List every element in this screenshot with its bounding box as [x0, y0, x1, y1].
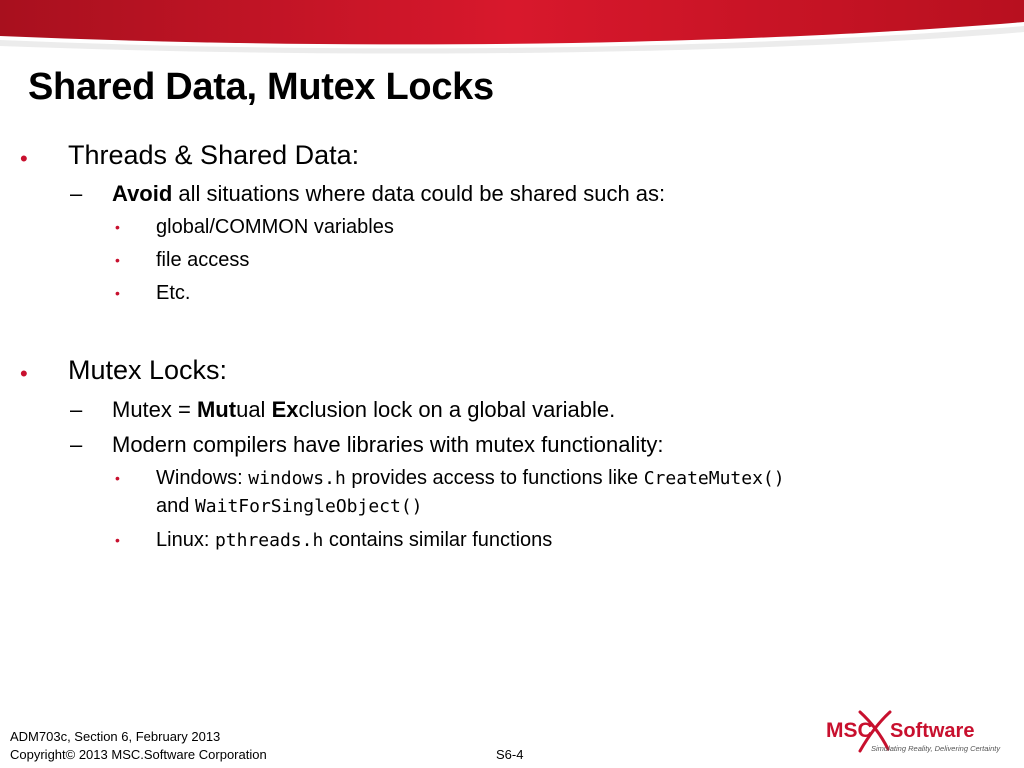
code-windows-h: windows.h	[248, 468, 346, 489]
dash-marker: –	[70, 181, 83, 206]
item-windows-cont: and WaitForSingleObject()	[156, 495, 423, 517]
page-number: S6-4	[496, 747, 524, 762]
logo-tagline-text: Simulating Reality, Delivering Certainty	[871, 744, 1001, 753]
footer-copyright: Copyright© 2013 MSC.Software Corporation	[10, 747, 267, 762]
bullet-marker: •	[20, 361, 28, 386]
bullet-marker: •	[115, 219, 120, 235]
item-linux: Linux: pthreads.h contains similar functions	[156, 529, 553, 551]
item-etc: Etc.	[156, 282, 191, 304]
logo-msc-text: MSC	[826, 719, 873, 742]
sub-bullet-avoid-text: all situations where data could be shared such as:	[172, 181, 666, 206]
bullet-marker: •	[115, 285, 120, 301]
slide-title: Shared Data, Mutex Locks	[28, 66, 494, 108]
bullet-marker: •	[115, 252, 120, 268]
bullet-marker: •	[115, 532, 120, 548]
code-waitforsingleobject: WaitForSingleObject()	[194, 496, 423, 517]
item-windows: Windows: windows.h provides access to functions like CreateMutex()	[156, 467, 785, 489]
sub-bullet-mutex-definition: Mutex = Mutual Exclusion lock on a global variable.	[112, 397, 616, 422]
bullet-marker: •	[115, 470, 120, 486]
code-pthreads-h: pthreads.h	[214, 530, 324, 551]
top-banner-decoration	[0, 0, 1024, 60]
bullet-threads-shared-data: Threads & Shared Data:	[68, 140, 360, 170]
code-createmutex: CreateMutex()	[643, 468, 785, 489]
dash-marker: –	[70, 397, 83, 422]
item-file-access: file access	[156, 249, 250, 271]
dash-marker: –	[70, 432, 83, 457]
item-global-common: global/COMMON variables	[156, 216, 394, 238]
logo-software-text: Software	[890, 720, 975, 742]
emphasis-avoid: Avoid	[112, 181, 173, 206]
sub-bullet-avoid	[112, 181, 665, 207]
bullet-marker: •	[20, 146, 28, 171]
bullet-mutex-locks: Mutex Locks:	[68, 355, 228, 385]
sub-bullet-modern-compilers: Modern compilers have libraries with mutex functionality:	[112, 432, 664, 457]
footer-course-info: ADM703c, Section 6, February 2013	[10, 729, 221, 744]
msc-software-logo	[822, 707, 1022, 755]
